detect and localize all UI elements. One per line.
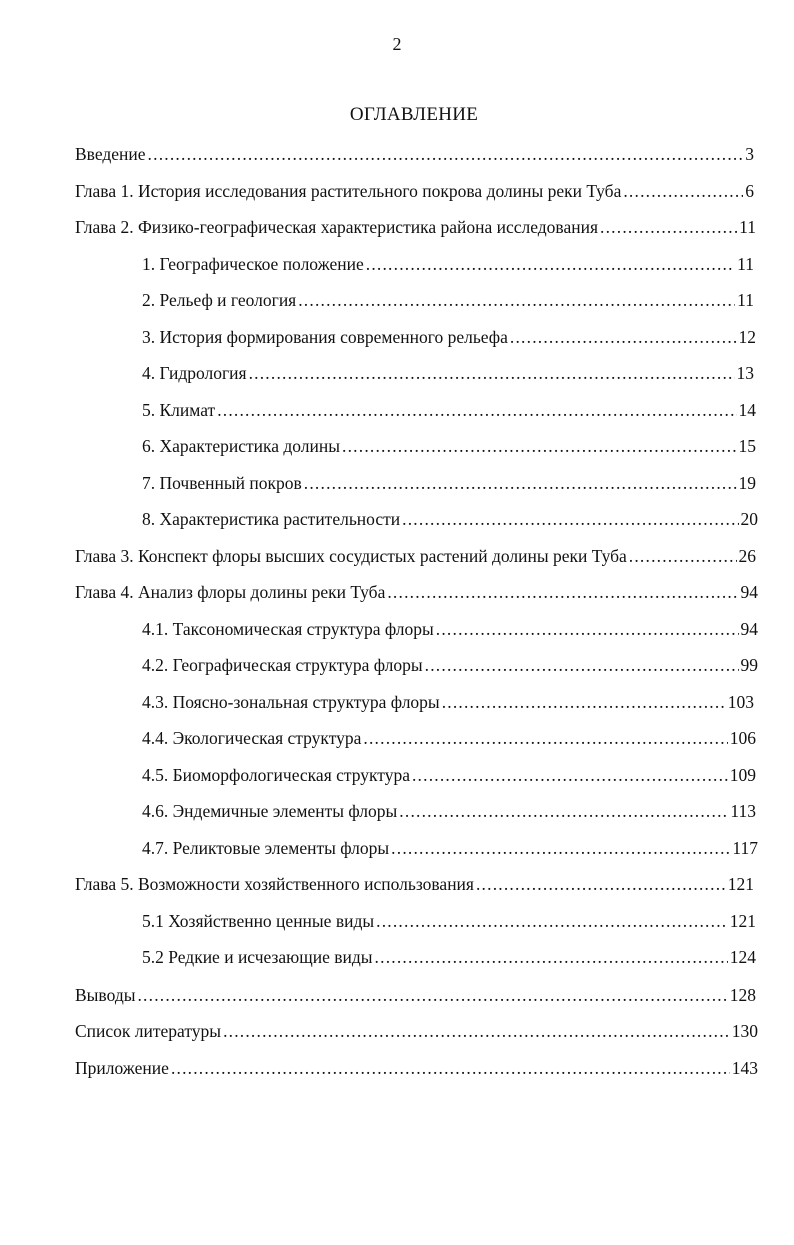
toc-entry: [75, 873, 754, 895]
toc-entry-label: Выводы: [75, 985, 136, 1005]
toc-entry: [142, 800, 756, 822]
toc-entry: [142, 618, 758, 640]
toc-entry-label: 1. Географическое положение: [142, 254, 364, 274]
toc-entry: [75, 1020, 758, 1042]
toc-entry-label: 4.7. Реликтовые элементы флоры: [142, 838, 390, 858]
toc-entry-page: 20: [740, 509, 758, 529]
toc-entry-label: Глава 4. Анализ флоры долины реки Туба: [75, 582, 386, 602]
toc-entry-label: Глава 3. Конспект флоры высших сосудистых растений долины реки Туба: [75, 546, 627, 566]
toc-entry-page: 121: [729, 911, 756, 931]
toc-entry: [142, 508, 758, 530]
toc-entry-label: 4.2. Географическая структура флоры: [142, 655, 423, 675]
toc-entry-page: 113: [730, 801, 756, 821]
toc-entry-page: 26: [738, 546, 756, 566]
toc-entry-label: 5. Климат: [142, 400, 216, 420]
toc-entry-label: 5.2 Редкие и исчезающие виды: [142, 947, 373, 967]
toc-entry-label: 2. Рельеф и геология: [142, 290, 297, 310]
toc-entry-label: Глава 2. Физико-географическая характеристика района исследования: [75, 217, 599, 237]
toc-entry: [142, 399, 756, 421]
toc-entry-page: 103: [727, 692, 754, 712]
toc-entry: [75, 545, 756, 567]
toc-entry-label: 4.1. Таксономическая структура флоры: [142, 619, 434, 639]
toc-entry-label: Глава 5. Возможности хозяйственного использования: [75, 874, 474, 894]
toc-entry-page: 99: [740, 655, 758, 675]
toc-entry-page: 94: [740, 619, 758, 639]
toc-entry-label: 5.1 Хозяйственно ценные виды: [142, 911, 375, 931]
toc-entry-label: 4.4. Экологическая структура: [142, 728, 362, 748]
toc-entry-page: 13: [736, 363, 754, 383]
page-number: 2: [392, 34, 402, 54]
toc-entry-page: 14: [738, 400, 756, 420]
toc-entry-label: 4.5. Биоморфологическая структура: [142, 765, 410, 785]
toc-entry: [142, 691, 754, 713]
toc-entry: [142, 946, 756, 968]
toc-entry-page: 128: [729, 985, 756, 1005]
toc-entry-label: Глава 1. История исследования растительного покрова долины реки Туба: [75, 181, 622, 201]
toc-entry-label: Введение: [75, 144, 146, 164]
toc-entry: [142, 289, 754, 311]
toc-entry-label: Список литературы: [75, 1021, 222, 1041]
toc-entry: [142, 472, 756, 494]
toc-entry-page: 109: [729, 765, 756, 785]
toc-entry: [75, 581, 758, 603]
toc-entry-label: 4.6. Эндемичные элементы флоры: [142, 801, 398, 821]
toc-entry-label: 8. Характеристика растительности: [142, 509, 401, 529]
toc-entry: [75, 216, 756, 238]
toc-entry-page: 19: [738, 473, 756, 493]
toc-entry-page: 3: [745, 144, 754, 164]
toc-entry: [142, 654, 758, 676]
page-title: ОГЛАВЛЕНИЕ: [349, 104, 479, 125]
toc-entry: [142, 435, 756, 457]
toc-entry-page: 121: [727, 874, 754, 894]
toc-entry: [75, 1057, 758, 1079]
toc-entry: [75, 143, 754, 165]
toc-entry: [142, 910, 756, 932]
toc-entry: [142, 326, 756, 348]
toc-entry-page: 124: [729, 947, 756, 967]
toc-entry-label: 3. История формирования современного рельефа: [142, 327, 508, 347]
toc-entry-page: 94: [740, 582, 758, 602]
toc-entry-label: 7. Почвенный покров: [142, 473, 302, 493]
toc-entry: [142, 764, 756, 786]
toc-entry-label: 6. Характеристика долины: [142, 436, 341, 456]
toc-entry-label: Приложение: [75, 1058, 169, 1078]
toc-entry: [142, 253, 754, 275]
toc-entry-page: 15: [738, 436, 756, 456]
toc-entry-label: 4. Гидрология: [142, 363, 247, 383]
toc-entry-page: 6: [745, 181, 754, 201]
toc-entry-page: 117: [732, 838, 758, 858]
toc-entry: [142, 727, 756, 749]
toc-entry-page: 11: [737, 254, 754, 274]
toc-entry: [142, 837, 758, 859]
toc-entry-page: 11: [739, 217, 756, 237]
toc-entry-label: 4.3. Поясно-зональная структура флоры: [142, 692, 440, 712]
toc-entry-page: 11: [737, 290, 754, 310]
toc-entry: [75, 180, 754, 202]
toc-entry: [75, 984, 756, 1006]
toc-entry-page: 106: [729, 728, 756, 748]
toc-entry-page: 143: [731, 1058, 758, 1078]
toc-entry-page: 12: [738, 327, 756, 347]
toc-entry-page: 130: [731, 1021, 758, 1041]
toc-entry: [142, 362, 754, 384]
